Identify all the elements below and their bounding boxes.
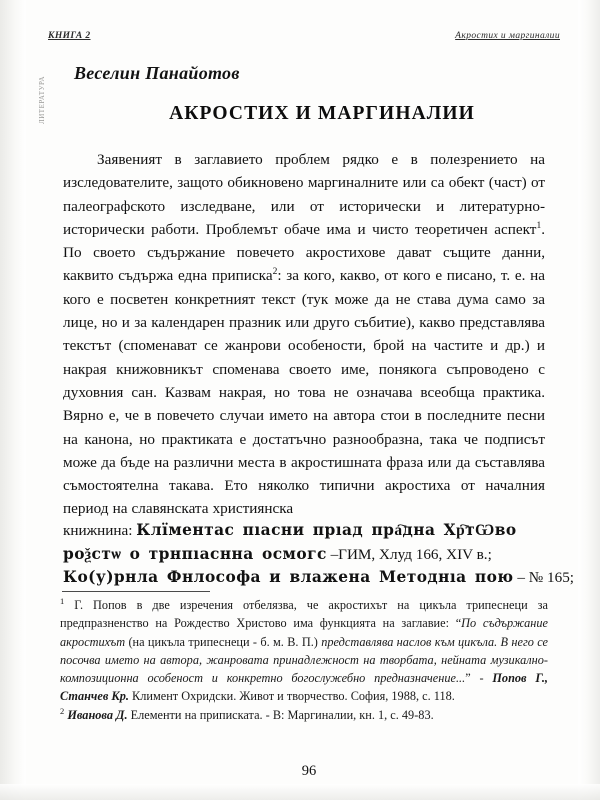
footnote-text-run: Иванова Д.: [67, 707, 128, 722]
footnote-separator-rule: [62, 591, 210, 592]
footnote-text-run: Елементи на приписката. - В: Маргиналии, кн. 1, с. 49-83.: [127, 707, 434, 722]
citation-slavonic-1: Клїментас пıасни прıад пра҇дна Хр҇тѠво: [136, 521, 517, 539]
gutter-binding-mark: ЛИТЕРАТУРА: [38, 75, 46, 124]
citation-source-3: – № 165;: [517, 569, 575, 587]
body-paragraph: [63, 148, 545, 521]
page-number: 96: [301, 763, 317, 779]
footnote-reference-1: 1: [536, 220, 542, 231]
citation-slavonic-2: роѯстѡ о трнпıасннa осмогс: [63, 544, 327, 563]
body-part-3: : за кого, какво, от кого е писано, т. е. на кого е посветен конкретният текст (тук може да не става дума само за лице, но и за календарен празник или друго събитие), какво представлява текстът (споменават се жанрови особености, брой на частите и др.) и накрая книжовникът споменава своето име, понякога съпроводено с духовния сан. Казвам накрая, но това не означава всеобща практика. Вярно е, че в повечето случаи името на автора стои в последните песни на канона, но практиката е достатъчно разнообразна, така че подписът може да бъде на различни места в акростишната фраза или да съставлява съмостоятелна такава. Ето няколко типични акростиха от началния период на славянската християнска: [63, 267, 546, 518]
citation-slavonic-3: Ко(у)рнла Фнлософа и влажена Методнıа пою: [63, 568, 514, 587]
running-head-right: Акростих и маргиналии: [455, 31, 560, 41]
running-head: [48, 31, 560, 47]
footnote-number: 2: [60, 705, 65, 716]
scan-edge-bottom: [0, 784, 600, 800]
citation-line-3: [63, 566, 575, 590]
body-text: [63, 148, 545, 521]
footnote-reference-2: 2: [272, 267, 278, 278]
body-part-2: . По своето съдържание повечето акростихове дават същите данни, каквито съдържа една приписка: [63, 220, 545, 285]
citation-line-1: [63, 519, 547, 543]
page-title: АКРОСТИХ И МАРГИНАЛИИ: [169, 103, 475, 124]
footnote-item: [60, 706, 548, 724]
citation-line-2: [63, 543, 547, 567]
footnote-item: [60, 596, 548, 706]
citation-lead-in: книжнина:: [63, 522, 133, 539]
footnote-text-run: представлява наслов към цикъла. В него се посочва името на автора, жанровата принадлежност на творбата, нейната музикално-композиционна особеност и конкретно богослужебно предназначение...: [60, 634, 548, 686]
footnote-number: 1: [60, 595, 65, 606]
footnote-text-run: Попов Г., Станчев Кр.: [60, 671, 549, 704]
footnote-text-run: (на цикъла трипеснеци - б. м. В. П.): [125, 634, 322, 649]
footnote-text-run: По съдържание акростихът: [60, 616, 548, 649]
footnote-text-run: ” -: [465, 671, 493, 686]
footnotes-section: [60, 596, 548, 724]
author-name: Веселин Панайотов: [74, 63, 240, 83]
slavonic-citation-block: [63, 519, 575, 590]
running-head-left: КНИГА 2: [48, 31, 91, 41]
footnote-text-run: Климент Охридски. Живот и творчество. София, 1988, с. 118.: [128, 689, 455, 704]
footnote-text-run: Г. Попов в две изречения отбелязва, че акростихът на цикъла трипеснеци за предпразненство на Рождество Христово има функцията на заглавие: “: [60, 598, 548, 631]
citation-source-2: –ГИМ, Хлуд 166, XIV в.;: [330, 545, 492, 563]
body-part-1: Заявеният в заглавието проблем рядко е в полезрението на изследователите, защото обикновено маргиналните или са обект (част) от палеографското изследване, или от исторически и литературно-исторически работи. Проблемът обаче има и чисто теоретичен аспект: [63, 151, 545, 238]
